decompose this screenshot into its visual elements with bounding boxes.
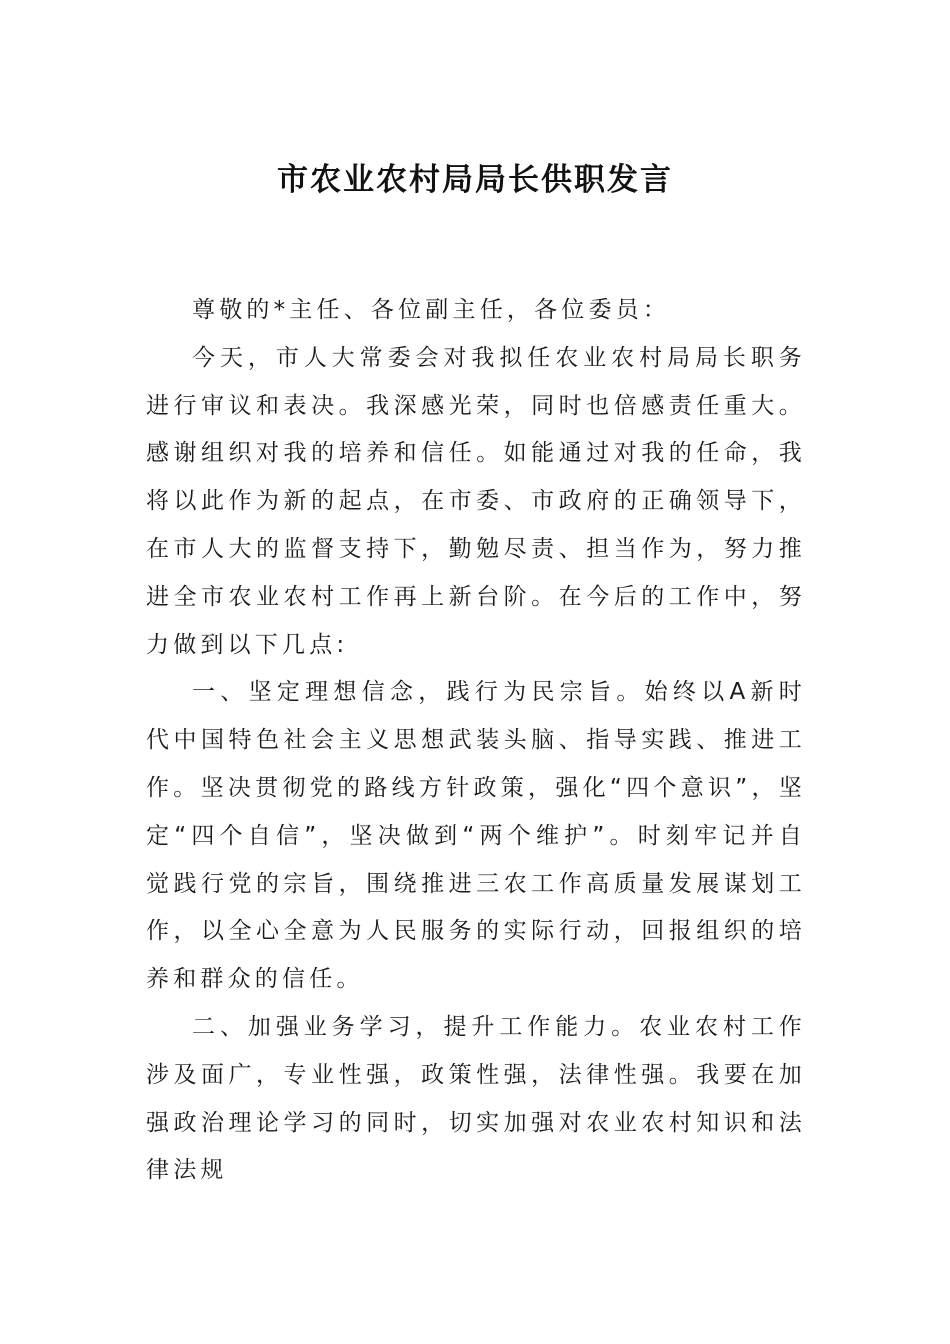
paragraph-point-two: 二、加强业务学习，提升工作能力。农业农村工作涉及面广，专业性强，政策性强，法律性强。我要在加强政治理论学习的同时，切实加强对农业农村知识和法律法规 — [146, 1013, 806, 1184]
paragraph-point-one: 一、坚定理想信念，践行为民宗旨。始终以A新时代中国特色社会主义思想武装头脑、指导实践、推进工作。坚决贯彻党的路线方针政策，强化“四个意识”，坚定“四个自信”，坚决做到“两个维护”。时刻牢记并自觉践行党的宗旨，围绕推进三农工作高质量发展谋划工作，以全心全意为人民服务的实际行动，回报组织的培养和群众的信任。 — [146, 679, 806, 993]
document-body — [146, 287, 806, 1195]
salutation: 尊敬的*主任、各位副主任，各位委员： — [192, 297, 671, 323]
paragraph-intro: 今天，市人大常委会对我拟任农业农村局局长职务进行审议和表决。我深感光荣，同时也倍感责任重大。感谢组织对我的培养和信任。如能通过对我的任命，我将以此作为新的起点，在市委、市政府的正确领导下，在市人大的监督支持下，勤勉尽责、担当作为，努力推进全市农业农村工作再上新台阶。在今后的工作中，努力做到以下几点: — [146, 344, 806, 658]
document-title: 市农业农村局局长供职发言 — [277, 162, 673, 198]
